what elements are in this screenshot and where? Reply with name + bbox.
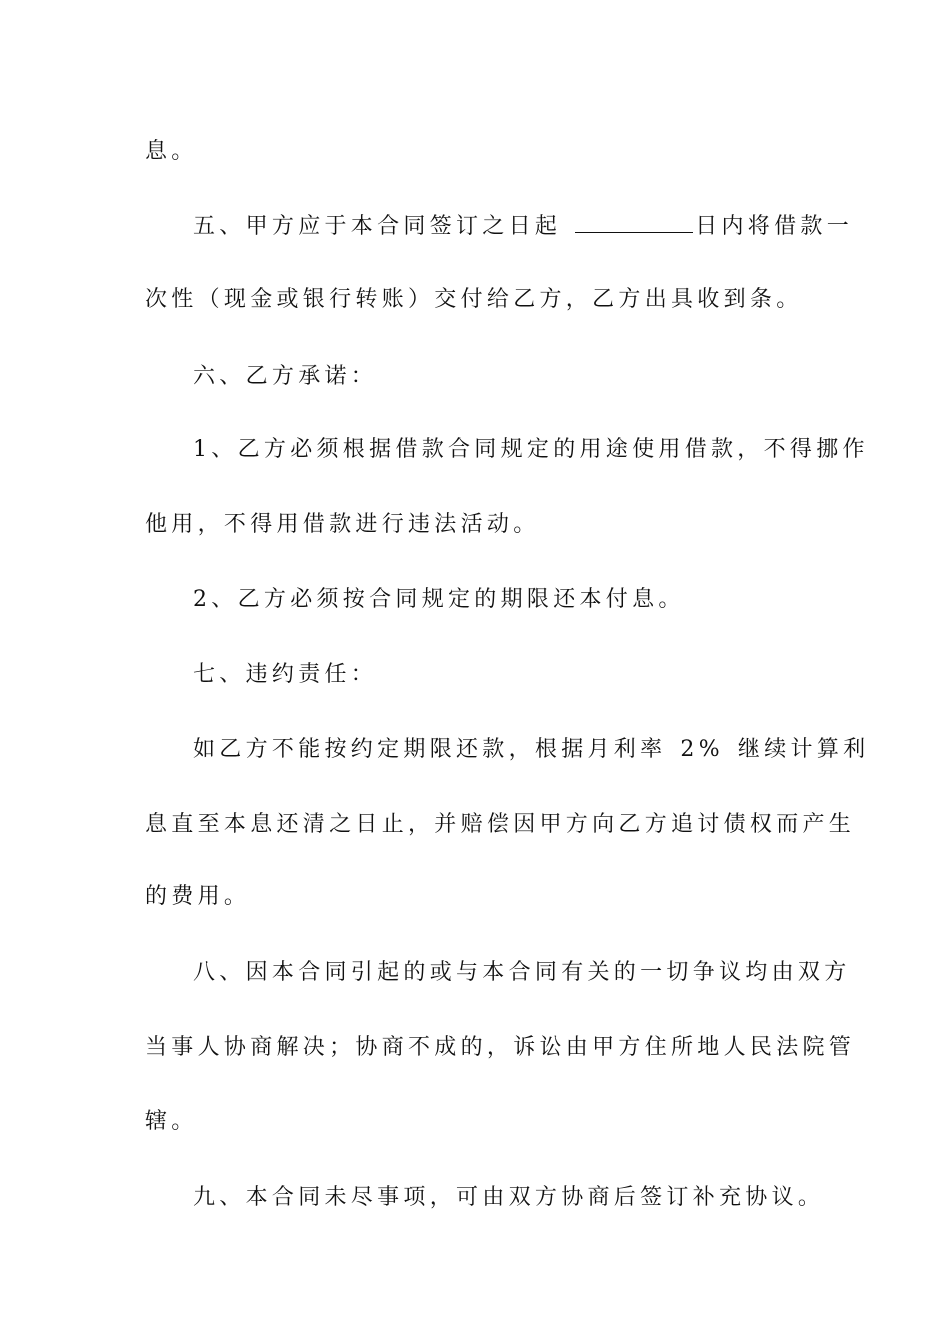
clause-6-item-2: 2、乙方必须按合同规定的期限还本付息。 — [193, 587, 685, 612]
clause-6-item-1-line-2: 他用，不得用借款进行违法活动。 — [145, 512, 540, 537]
clause-8-line-2: 当事人协商解决；协商不成的，诉讼由甲方住所地人民法院管 — [145, 1035, 856, 1060]
text-line: 息。 — [145, 139, 198, 164]
clause-7-line-3: 的费用。 — [145, 884, 251, 909]
blank-days-field — [575, 210, 693, 233]
clause-7-line-2: 息直至本息还清之日止，并赔偿因甲方向乙方追讨债权而产生 — [145, 812, 856, 837]
clause-5-line-1: 五、甲方应于本合同签订之日起 日内将借款一 — [193, 210, 863, 242]
clause-7-heading: 七、违约责任： — [193, 662, 378, 687]
clause-9: 九、本合同未尽事项，可由双方协商后签订补充协议。 — [193, 1185, 825, 1210]
interest-rate: 2% — [680, 737, 724, 762]
clause-7-line-1: 如乙方不能按约定期限还款，根据月利率 2% 继续计算利 — [193, 737, 870, 762]
clause-8-line-1: 八、因本合同引起的或与本合同有关的一切争议均由双方 — [193, 960, 851, 985]
clause-6-item-1-line-1: 1、乙方必须根据借款合同规定的用途使用借款，不得挪作 — [193, 437, 869, 462]
clause-5-line-2: 次性（现金或银行转账）交付给乙方，乙方出具收到条。 — [145, 287, 803, 312]
clause-6-heading: 六、乙方承诺： — [193, 364, 378, 389]
clause-8-line-3: 辖。 — [145, 1109, 198, 1134]
